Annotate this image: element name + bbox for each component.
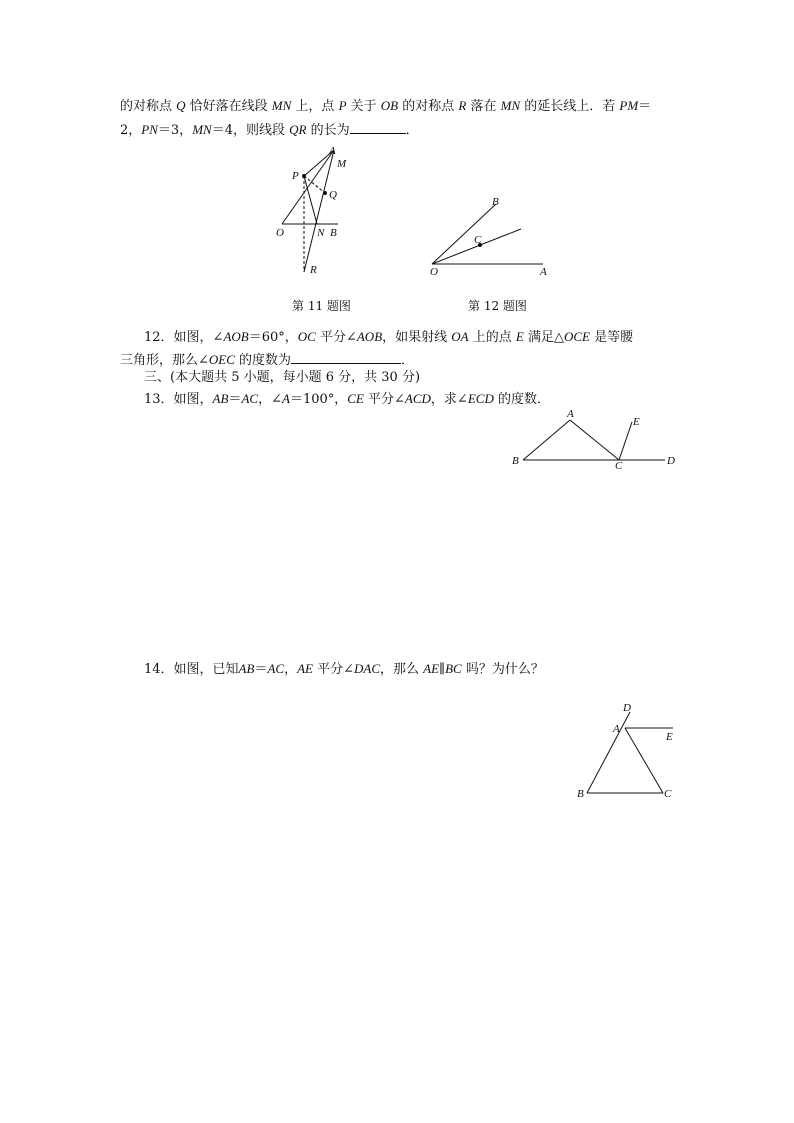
label-A: A <box>567 408 574 420</box>
text: 平分∠ <box>312 662 355 677</box>
var: BC <box>445 661 462 676</box>
label-A: A <box>329 145 336 157</box>
var: AB <box>238 661 255 676</box>
var: PM <box>619 98 639 113</box>
label-E: E <box>666 731 673 743</box>
label-N: N <box>317 227 325 239</box>
text: ＝ <box>228 392 242 407</box>
label-B: B <box>330 227 337 239</box>
text: ＝ <box>638 99 652 114</box>
text: 满足△ <box>523 330 564 345</box>
label-O: O <box>276 227 284 239</box>
text: ＝60°， <box>248 330 298 345</box>
text: 上的点 <box>468 330 516 345</box>
var: QR <box>289 122 307 137</box>
text: 上，点 <box>291 99 339 114</box>
caption-fig11: 第 11 题图 <box>292 299 351 313</box>
section-3-heading: 三、(本大题共 5 小题，每小题 6 分，共 30 分) <box>144 370 421 385</box>
text: ． <box>401 353 415 368</box>
label-B: B <box>492 196 499 208</box>
text: 平分∠ <box>315 330 357 345</box>
caption-fig12: 第 12 题图 <box>468 299 527 313</box>
text: 平分∠ <box>363 392 405 407</box>
label-A: A <box>540 266 547 278</box>
var: AB <box>212 391 229 406</box>
var: R <box>458 98 467 113</box>
segment-DB <box>587 712 630 793</box>
text: ，那么 <box>380 662 424 677</box>
text: ∥ <box>439 662 446 677</box>
text: ，∠ <box>258 392 282 407</box>
text: 是等腰 <box>589 330 634 345</box>
label-E: E <box>633 416 640 428</box>
text: 的对称点 <box>120 99 177 114</box>
text: ＝3， <box>157 123 193 138</box>
var: ECD <box>467 391 494 406</box>
text: 恰好落在线段 <box>185 99 272 114</box>
var: OCE <box>563 329 590 344</box>
text: 的延长线上．若 <box>520 99 620 114</box>
text: 13．如图， <box>144 392 213 407</box>
label-O: O <box>430 266 438 278</box>
label-R: R <box>310 264 317 276</box>
label-D: D <box>667 455 675 467</box>
text: ＝4，则线段 <box>211 123 290 138</box>
var: ACD <box>404 391 431 406</box>
text: 的对称点 <box>398 99 459 114</box>
text: 落在 <box>466 99 501 114</box>
label-C: C <box>474 234 482 246</box>
text: ＝100°， <box>289 392 348 407</box>
label-C: C <box>615 460 623 472</box>
text: ＝ <box>254 662 268 677</box>
label-M: M <box>337 158 347 170</box>
text: 关于 <box>346 99 381 114</box>
label-C: C <box>664 788 672 800</box>
var: OEC <box>208 352 235 367</box>
var: AOB <box>223 329 249 344</box>
text: ． <box>405 123 419 138</box>
var: AE <box>423 661 440 676</box>
var: AC <box>267 661 285 676</box>
var: AC <box>241 391 259 406</box>
label-P: P <box>292 170 299 182</box>
var: Q <box>176 98 186 113</box>
segment-AC <box>625 728 663 793</box>
text: 的度数． <box>493 392 550 407</box>
var: PN <box>141 122 158 137</box>
text: 12．如图，∠ <box>144 330 224 345</box>
var: OB <box>380 98 399 113</box>
text: ， <box>284 662 298 677</box>
text: 14．如图，已知 <box>144 662 239 677</box>
label-A: A <box>613 723 620 735</box>
label-B: B <box>512 455 519 467</box>
text: ，求∠ <box>430 392 468 407</box>
text: ，如果射线 <box>382 330 452 345</box>
text: 的长为 <box>306 123 350 138</box>
var: DAC <box>354 661 381 676</box>
var: P <box>338 98 347 113</box>
text: 2， <box>120 123 142 138</box>
var: AOB <box>356 329 383 344</box>
label-B: B <box>577 788 584 800</box>
label-D: D <box>623 702 631 714</box>
text: 吗？为什么？ <box>461 662 544 677</box>
var: OA <box>451 329 469 344</box>
var: OC <box>297 329 316 344</box>
var: MN <box>192 122 212 137</box>
var: MN <box>271 98 292 113</box>
text: 三角形，那么∠ <box>120 353 209 368</box>
var: E <box>515 329 524 344</box>
var: A <box>281 391 290 406</box>
var: AE <box>297 661 313 676</box>
text: 的度数为 <box>234 353 292 368</box>
var: CE <box>347 391 364 406</box>
var: MN <box>500 98 521 113</box>
label-Q: Q <box>329 189 337 201</box>
